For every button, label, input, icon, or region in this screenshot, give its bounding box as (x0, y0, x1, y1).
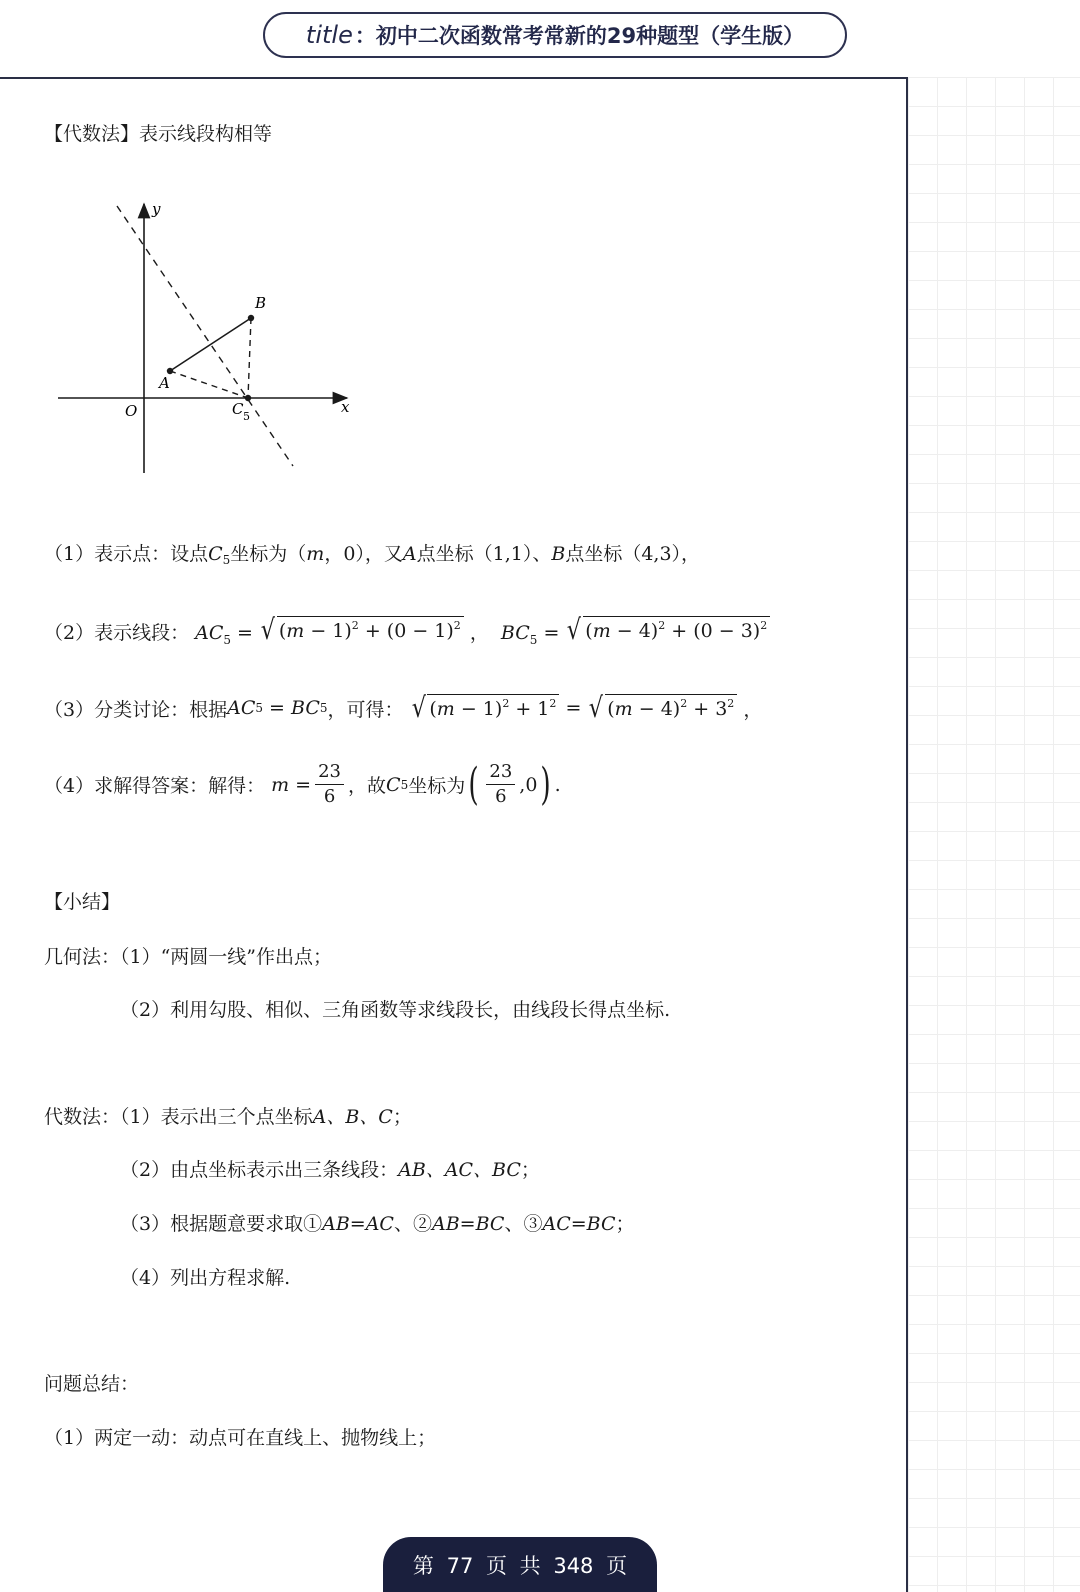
section-heading: 【代数法】表示线段构相等 (44, 123, 273, 145)
label-origin: O (125, 402, 138, 420)
step-4-end: . (554, 773, 561, 796)
step-2-formula: $AC_5$ = √ $(m - 1)^2 + (0 - 1)^2$ ， $BC_5$ = √ $(m - 4)^2 + (0 - 3)^2$ (195, 616, 770, 647)
summary-alg-4: （4）列出方程求解. (120, 1267, 291, 1289)
segment-ab (170, 318, 251, 371)
step-4-mid1: ，故 (348, 775, 387, 797)
step-4-mid2: 坐标为 (408, 775, 466, 797)
step-4-coord-fraction: $\frac{23}{6}$ (486, 760, 515, 809)
step-1-m: m (306, 543, 325, 565)
coordinate-diagram (55, 198, 365, 483)
summary-alg-2: （2）由点坐标表示出三条线段：AB、AC、BC； (120, 1159, 540, 1181)
step-1-text-b: 坐标为（ (230, 543, 307, 565)
label-c-sub: 5 (243, 410, 250, 423)
notes-grid-panel (906, 77, 1080, 1592)
page-number-badge: 第 77 页 共 348 页 (383, 1537, 657, 1592)
point-c5 (245, 395, 251, 401)
step-4-prefix: （4）求解得答案：解得： (44, 775, 266, 797)
document-title (263, 12, 847, 58)
step-2-prefix: （2）表示线段： (44, 621, 190, 644)
step-4-zero: ,0 (519, 773, 538, 796)
label-y: y (152, 200, 161, 218)
step-1-text-f: 点坐标（4,3）， (565, 543, 701, 565)
label-b: B (255, 294, 267, 312)
step-1-a-var: A (402, 543, 417, 565)
segment-ac (170, 371, 248, 398)
segment-bc (248, 318, 251, 398)
step-4-m: m (271, 773, 290, 796)
summary-geo-2: （2）利用勾股、相似、三角函数等求线段长，由线段长得点坐标. (120, 999, 671, 1021)
problem-heading: 问题总结： (44, 1373, 140, 1395)
step-1-c: C (208, 543, 223, 565)
step-2-ac: AC (195, 622, 224, 644)
step-3-prefix: （3）分类讨论：根据 (44, 698, 228, 721)
step-4-c: C (386, 773, 401, 796)
step-3-bc-sub: 5 (319, 701, 328, 715)
step-2-bc: BC (500, 622, 530, 644)
step-2-bc-sub: 5 (529, 632, 538, 647)
summary-alg-1: 代数法：（1）表示出三个点坐标A、B、C； (44, 1106, 412, 1128)
page-header (0, 0, 1080, 79)
summary-geo-1: 几何法：（1）“两圆一线”作出点； (44, 946, 333, 968)
step-4-c-sub: 5 (400, 777, 409, 792)
label-a: A (159, 374, 170, 392)
summary-heading: 【小结】 (44, 891, 121, 913)
title-text: ：初中二次函数常考常新的29种题型（学生版） (354, 24, 805, 48)
label-c: C (232, 400, 244, 418)
step-1-b-var: B (551, 543, 566, 565)
step-1 (44, 542, 700, 572)
title-key: title (305, 21, 353, 49)
step-1-text-a: （1）表示点：设点 (44, 543, 209, 565)
step-4-fraction: $\frac{23}{6}$ (315, 760, 344, 809)
step-3: （3）分类讨论：根据 AC 5 = BC 5 ，可得： √ $(m - 1)^2 + 1^2$ = √ $(m - 4)^2 + 3^2$ ， (44, 691, 763, 724)
step-1-text-e: 点坐标（1,1）、 (416, 543, 552, 565)
step-4: （4）求解得答案：解得： m = $\frac{23}{6}$ ，故 C 5 坐标为 ( $\frac{23}{6}$ ,0 ) . (44, 758, 561, 810)
summary-alg-3: （3）根据题意要求取①AB=AC、②AB=BC、③AC=BC； (120, 1213, 635, 1235)
step-3-bc: BC (291, 697, 320, 719)
problem-1: （1）两定一动：动点可在直线上、抛物线上； (44, 1427, 437, 1449)
step-3-mid: ，可得： (327, 698, 404, 721)
step-2-ac-sub: 5 (223, 632, 231, 647)
point-b (248, 315, 254, 321)
step-1-text-d: ，0），又 (324, 543, 403, 565)
step-2 (44, 613, 770, 647)
step-3-ac: AC (227, 697, 256, 719)
step-1-c-sub: 5 (222, 553, 231, 567)
label-x: x (341, 398, 350, 416)
step-3-ac-sub: 5 (255, 701, 263, 715)
